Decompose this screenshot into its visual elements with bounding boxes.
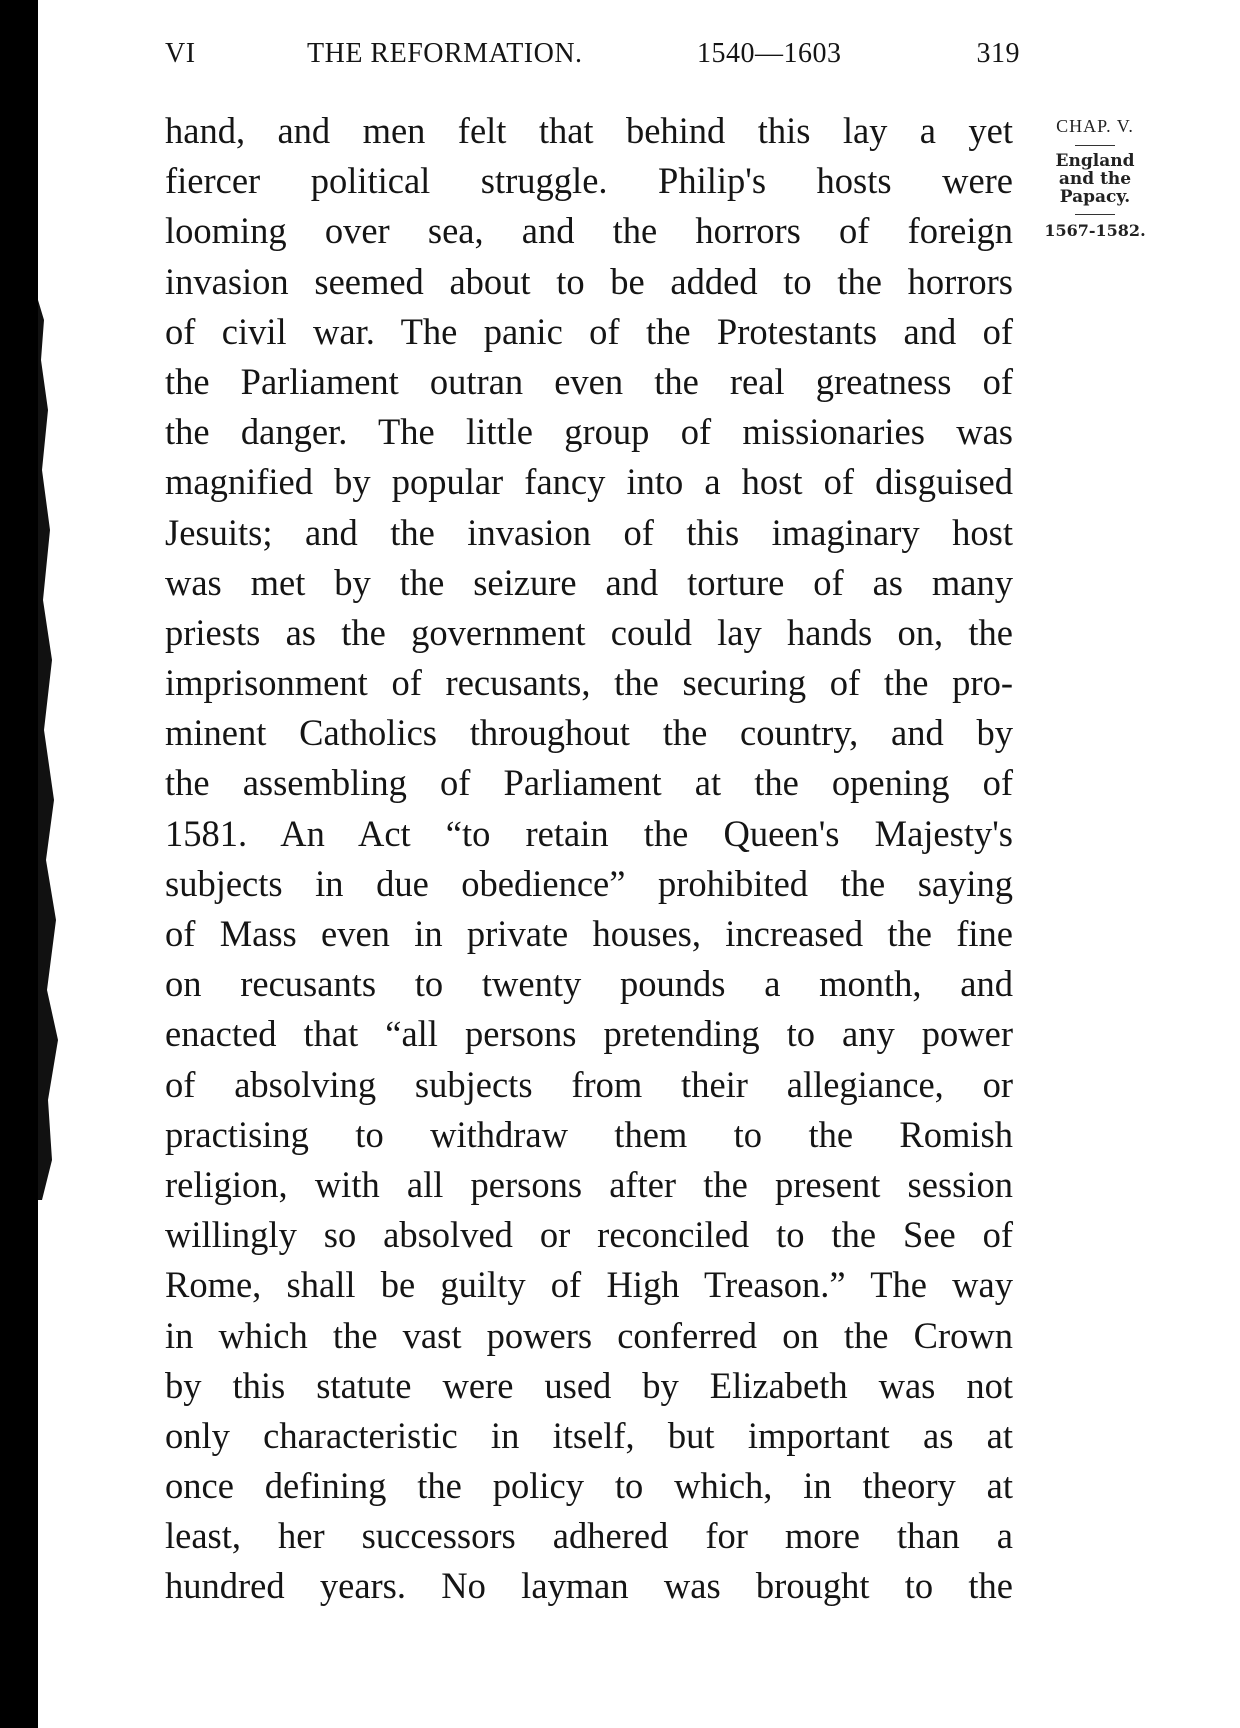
- text-line: Rome, shall be guilty of High Treason.” The way: [165, 1264, 1013, 1306]
- text-line: priests as the government could lay hands on, the: [165, 611, 1013, 653]
- page-number: 319: [976, 38, 1020, 69]
- text-line: invasion seemed about to be added to the horrors: [165, 260, 1013, 302]
- text-line: the danger. The little group of missionaries was: [165, 411, 1013, 453]
- margin-years: 1567-1582.: [1044, 221, 1146, 240]
- text-line: was met by the seizure and torture of as many: [165, 561, 1013, 603]
- text-line: religion, with all persons after the present session: [165, 1163, 1013, 1205]
- text-line: practising to withdraw them to the Romish: [165, 1113, 1013, 1155]
- text-line: of absolving subjects from their allegiance, or: [165, 1063, 1013, 1105]
- text-line: imprisonment of recusants, the securing of the pro-: [165, 662, 1013, 704]
- margin-divider: [1075, 145, 1115, 146]
- text-line: on recusants to twenty pounds a month, and: [165, 963, 1013, 1005]
- text-line: hundred years. No layman was brought to the: [165, 1565, 1013, 1607]
- text-line: the assembling of Parliament at the opening of: [165, 762, 1013, 804]
- margin-topic-line-1: England: [1055, 151, 1135, 171]
- binding-edge: [38, 300, 72, 1200]
- margin-chapter: CHAP. V.: [1056, 116, 1134, 136]
- text-line: once defining the policy to which, in theory at: [165, 1465, 1013, 1507]
- text-line: in which the vast powers conferred on the Crown: [165, 1314, 1013, 1356]
- header-years: 1540—1603: [697, 38, 842, 69]
- text-line: Jesuits; and the invasion of this imaginary host: [165, 511, 1013, 553]
- margin-topic-line-2: and the: [1058, 169, 1132, 189]
- text-line: by this statute were used by Elizabeth was not: [165, 1364, 1013, 1406]
- text-line: willingly so absolved or reconciled to the See of: [165, 1214, 1013, 1256]
- text-line: hand, and men felt that behind this lay a yet: [165, 110, 1013, 151]
- margin-topic-line-3: Papacy.: [1059, 187, 1131, 207]
- text-line: of civil war. The panic of the Protestants and of: [165, 310, 1013, 352]
- header-chapter-numeral: VI: [165, 38, 196, 69]
- body-text: [165, 106, 1013, 1612]
- text-line: of Mass even in private houses, increased the fine: [165, 913, 1013, 954]
- text-line: least, her successors adhered for more than a: [165, 1515, 1013, 1557]
- text-line: 1581. An Act “to retain the Queen's Majesty's: [165, 812, 1013, 854]
- running-header: [165, 38, 1020, 78]
- binding-shadow: [0, 0, 38, 1728]
- text-line: only characteristic in itself, but important as at: [165, 1414, 1013, 1456]
- text-line: minent Catholics throughout the country, and by: [165, 712, 1013, 754]
- text-line: fiercer political struggle. Philip's hosts were: [165, 160, 1013, 202]
- margin-note: [1030, 116, 1160, 240]
- text-line: looming over sea, and the horrors of foreign: [165, 210, 1013, 252]
- header-running-title: THE REFORMATION.: [307, 38, 583, 69]
- text-line: enacted that “all persons pretending to any power: [165, 1013, 1013, 1055]
- margin-divider: [1075, 214, 1115, 215]
- text-line: magnified by popular fancy into a host of disguised: [165, 461, 1013, 503]
- text-line: subjects in due obedience” prohibited the saying: [165, 862, 1013, 904]
- text-line: the Parliament outran even the real greatness of: [165, 360, 1013, 402]
